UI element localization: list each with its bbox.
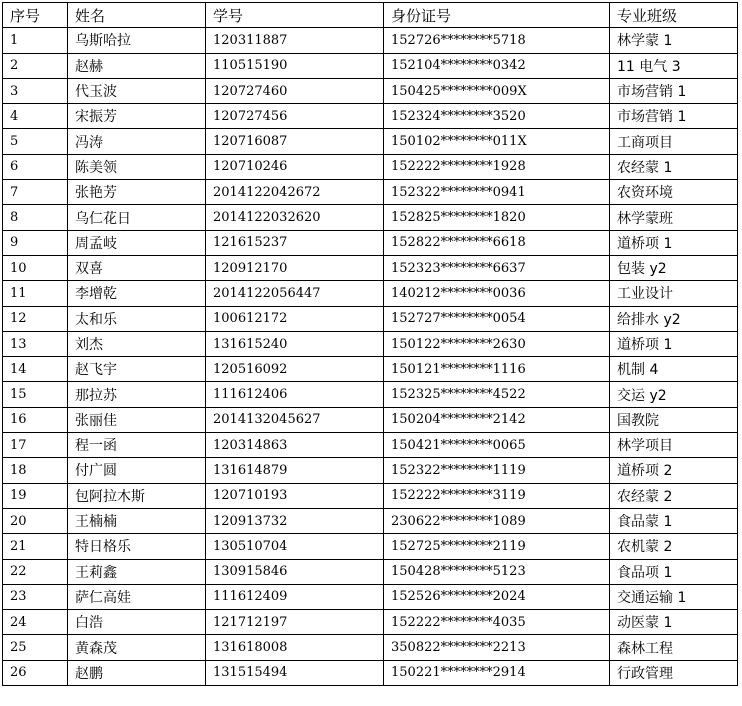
cell-seq: 6 — [3, 154, 68, 179]
cell-seq: 25 — [3, 635, 68, 660]
table-row — [3, 281, 738, 306]
cell-student-id: 131614879 — [206, 458, 384, 483]
header-student-id: 学号 — [206, 3, 384, 28]
cell-student-id: 120710246 — [206, 154, 384, 179]
table-header — [3, 3, 738, 28]
cell-student-id: 120912170 — [206, 255, 384, 280]
cell-seq: 23 — [3, 584, 68, 609]
cell-name: 太和乐 — [68, 306, 206, 331]
cell-student-id: 130915846 — [206, 559, 384, 584]
cell-id-number: 152222********1928 — [384, 154, 610, 179]
cell-student-id: 120516092 — [206, 357, 384, 382]
cell-seq: 11 — [3, 281, 68, 306]
table-row — [3, 483, 738, 508]
cell-seq: 16 — [3, 407, 68, 432]
cell-major-class: 机制 4 — [610, 357, 738, 382]
cell-major-class: 11 电气 3 — [610, 53, 738, 78]
cell-seq: 4 — [3, 104, 68, 129]
table-row — [3, 180, 738, 205]
cell-major-class: 包装 y2 — [610, 255, 738, 280]
header-seq: 序号 — [3, 3, 68, 28]
cell-id-number: 152322********1119 — [384, 458, 610, 483]
cell-seq: 18 — [3, 458, 68, 483]
cell-name: 双喜 — [68, 255, 206, 280]
cell-id-number: 150122********2630 — [384, 331, 610, 356]
cell-major-class: 工商项目 — [610, 129, 738, 154]
header-row — [3, 3, 738, 28]
cell-id-number: 150121********1116 — [384, 357, 610, 382]
cell-name: 赵鹏 — [68, 660, 206, 685]
cell-student-id: 2014122032620 — [206, 205, 384, 230]
cell-id-number: 152104********0342 — [384, 53, 610, 78]
header-major-class: 专业班级 — [610, 3, 738, 28]
cell-name: 乌仁花日 — [68, 205, 206, 230]
cell-name: 程一函 — [68, 433, 206, 458]
cell-id-number: 152222********3119 — [384, 483, 610, 508]
cell-student-id: 110515190 — [206, 53, 384, 78]
table-row — [3, 230, 738, 255]
cell-name: 陈美领 — [68, 154, 206, 179]
cell-name: 白浩 — [68, 610, 206, 635]
cell-name: 特日格乐 — [68, 534, 206, 559]
cell-id-number: 350822********2213 — [384, 635, 610, 660]
cell-student-id: 111612406 — [206, 382, 384, 407]
cell-student-id: 131515494 — [206, 660, 384, 685]
table-row — [3, 458, 738, 483]
cell-name: 王楠楠 — [68, 508, 206, 533]
cell-seq: 26 — [3, 660, 68, 685]
table-row — [3, 382, 738, 407]
cell-major-class: 工业设计 — [610, 281, 738, 306]
cell-id-number: 140212********0036 — [384, 281, 610, 306]
cell-id-number: 152323********6637 — [384, 255, 610, 280]
cell-name: 冯涛 — [68, 129, 206, 154]
cell-id-number: 152727********0054 — [384, 306, 610, 331]
cell-name: 周孟岐 — [68, 230, 206, 255]
cell-major-class: 交通运输 1 — [610, 584, 738, 609]
cell-name: 萨仁高娃 — [68, 584, 206, 609]
cell-name: 赵赫 — [68, 53, 206, 78]
cell-name: 包阿拉木斯 — [68, 483, 206, 508]
table-row — [3, 508, 738, 533]
cell-seq: 1 — [3, 28, 68, 53]
table-row — [3, 306, 738, 331]
cell-id-number: 150102********011X — [384, 129, 610, 154]
cell-student-id: 130510704 — [206, 534, 384, 559]
cell-seq: 10 — [3, 255, 68, 280]
cell-student-id: 120913732 — [206, 508, 384, 533]
cell-student-id: 2014132045627 — [206, 407, 384, 432]
cell-major-class: 国教院 — [610, 407, 738, 432]
table-row — [3, 433, 738, 458]
cell-major-class: 森林工程 — [610, 635, 738, 660]
cell-major-class: 市场营销 1 — [610, 104, 738, 129]
cell-id-number: 152825********1820 — [384, 205, 610, 230]
cell-seq: 9 — [3, 230, 68, 255]
cell-major-class: 农经蒙 1 — [610, 154, 738, 179]
cell-seq: 12 — [3, 306, 68, 331]
cell-id-number: 150421********0065 — [384, 433, 610, 458]
table-row — [3, 660, 738, 685]
cell-student-id: 100612172 — [206, 306, 384, 331]
cell-seq: 15 — [3, 382, 68, 407]
table-row — [3, 104, 738, 129]
table-row — [3, 407, 738, 432]
cell-seq: 21 — [3, 534, 68, 559]
cell-seq: 2 — [3, 53, 68, 78]
cell-student-id: 121712197 — [206, 610, 384, 635]
cell-student-id: 120314863 — [206, 433, 384, 458]
cell-id-number: 152324********3520 — [384, 104, 610, 129]
cell-name: 刘杰 — [68, 331, 206, 356]
cell-id-number: 150221********2914 — [384, 660, 610, 685]
table-row — [3, 357, 738, 382]
table-row — [3, 534, 738, 559]
cell-student-id: 131615240 — [206, 331, 384, 356]
cell-name: 张艳芳 — [68, 180, 206, 205]
cell-id-number: 150425********009X — [384, 78, 610, 103]
table-row — [3, 584, 738, 609]
header-name: 姓名 — [68, 3, 206, 28]
cell-id-number: 150204********2142 — [384, 407, 610, 432]
cell-major-class: 行政管理 — [610, 660, 738, 685]
cell-seq: 5 — [3, 129, 68, 154]
cell-id-number: 150428********5123 — [384, 559, 610, 584]
cell-major-class: 林学蒙 1 — [610, 28, 738, 53]
table-row — [3, 635, 738, 660]
table-row — [3, 205, 738, 230]
cell-seq: 3 — [3, 78, 68, 103]
cell-seq: 22 — [3, 559, 68, 584]
cell-name: 李增乾 — [68, 281, 206, 306]
cell-name: 王莉鑫 — [68, 559, 206, 584]
cell-major-class: 道桥项 2 — [610, 458, 738, 483]
cell-major-class: 林学蒙班 — [610, 205, 738, 230]
cell-student-id: 120727456 — [206, 104, 384, 129]
cell-major-class: 交运 y2 — [610, 382, 738, 407]
cell-student-id: 131618008 — [206, 635, 384, 660]
cell-id-number: 152725********2119 — [384, 534, 610, 559]
cell-name: 赵飞宇 — [68, 357, 206, 382]
cell-student-id: 121615237 — [206, 230, 384, 255]
cell-seq: 20 — [3, 508, 68, 533]
cell-seq: 14 — [3, 357, 68, 382]
cell-id-number: 230622********1089 — [384, 508, 610, 533]
cell-name: 代玉波 — [68, 78, 206, 103]
cell-seq: 8 — [3, 205, 68, 230]
cell-major-class: 道桥项 1 — [610, 331, 738, 356]
table-row — [3, 255, 738, 280]
cell-student-id: 2014122056447 — [206, 281, 384, 306]
cell-major-class: 动医蒙 1 — [610, 610, 738, 635]
student-table — [2, 2, 738, 686]
table-body — [3, 28, 738, 686]
cell-major-class: 农机蒙 2 — [610, 534, 738, 559]
cell-name: 张丽佳 — [68, 407, 206, 432]
header-id-number: 身份证号 — [384, 3, 610, 28]
cell-student-id: 120716087 — [206, 129, 384, 154]
cell-major-class: 林学项目 — [610, 433, 738, 458]
table-row — [3, 331, 738, 356]
table-row — [3, 53, 738, 78]
cell-seq: 24 — [3, 610, 68, 635]
table-row — [3, 559, 738, 584]
cell-name: 那拉苏 — [68, 382, 206, 407]
cell-major-class: 农资环境 — [610, 180, 738, 205]
cell-major-class: 市场营销 1 — [610, 78, 738, 103]
cell-student-id: 120311887 — [206, 28, 384, 53]
cell-seq: 19 — [3, 483, 68, 508]
cell-name: 乌斯哈拉 — [68, 28, 206, 53]
cell-name: 付广圆 — [68, 458, 206, 483]
table-row — [3, 154, 738, 179]
cell-id-number: 152325********4522 — [384, 382, 610, 407]
cell-id-number: 152822********6618 — [384, 230, 610, 255]
cell-id-number: 152222********4035 — [384, 610, 610, 635]
cell-id-number: 152526********2024 — [384, 584, 610, 609]
cell-student-id: 111612409 — [206, 584, 384, 609]
table-row — [3, 28, 738, 53]
cell-major-class: 给排水 y2 — [610, 306, 738, 331]
cell-student-id: 120727460 — [206, 78, 384, 103]
cell-major-class: 食品蒙 1 — [610, 508, 738, 533]
cell-name: 宋振芳 — [68, 104, 206, 129]
cell-student-id: 2014122042672 — [206, 180, 384, 205]
table-row — [3, 129, 738, 154]
cell-seq: 13 — [3, 331, 68, 356]
cell-student-id: 120710193 — [206, 483, 384, 508]
cell-major-class: 食品项 1 — [610, 559, 738, 584]
cell-major-class: 农经蒙 2 — [610, 483, 738, 508]
table-row — [3, 78, 738, 103]
cell-id-number: 152726********5718 — [384, 28, 610, 53]
table-row — [3, 610, 738, 635]
cell-major-class: 道桥项 1 — [610, 230, 738, 255]
cell-name: 黄森茂 — [68, 635, 206, 660]
cell-id-number: 152322********0941 — [384, 180, 610, 205]
cell-seq: 17 — [3, 433, 68, 458]
cell-seq: 7 — [3, 180, 68, 205]
